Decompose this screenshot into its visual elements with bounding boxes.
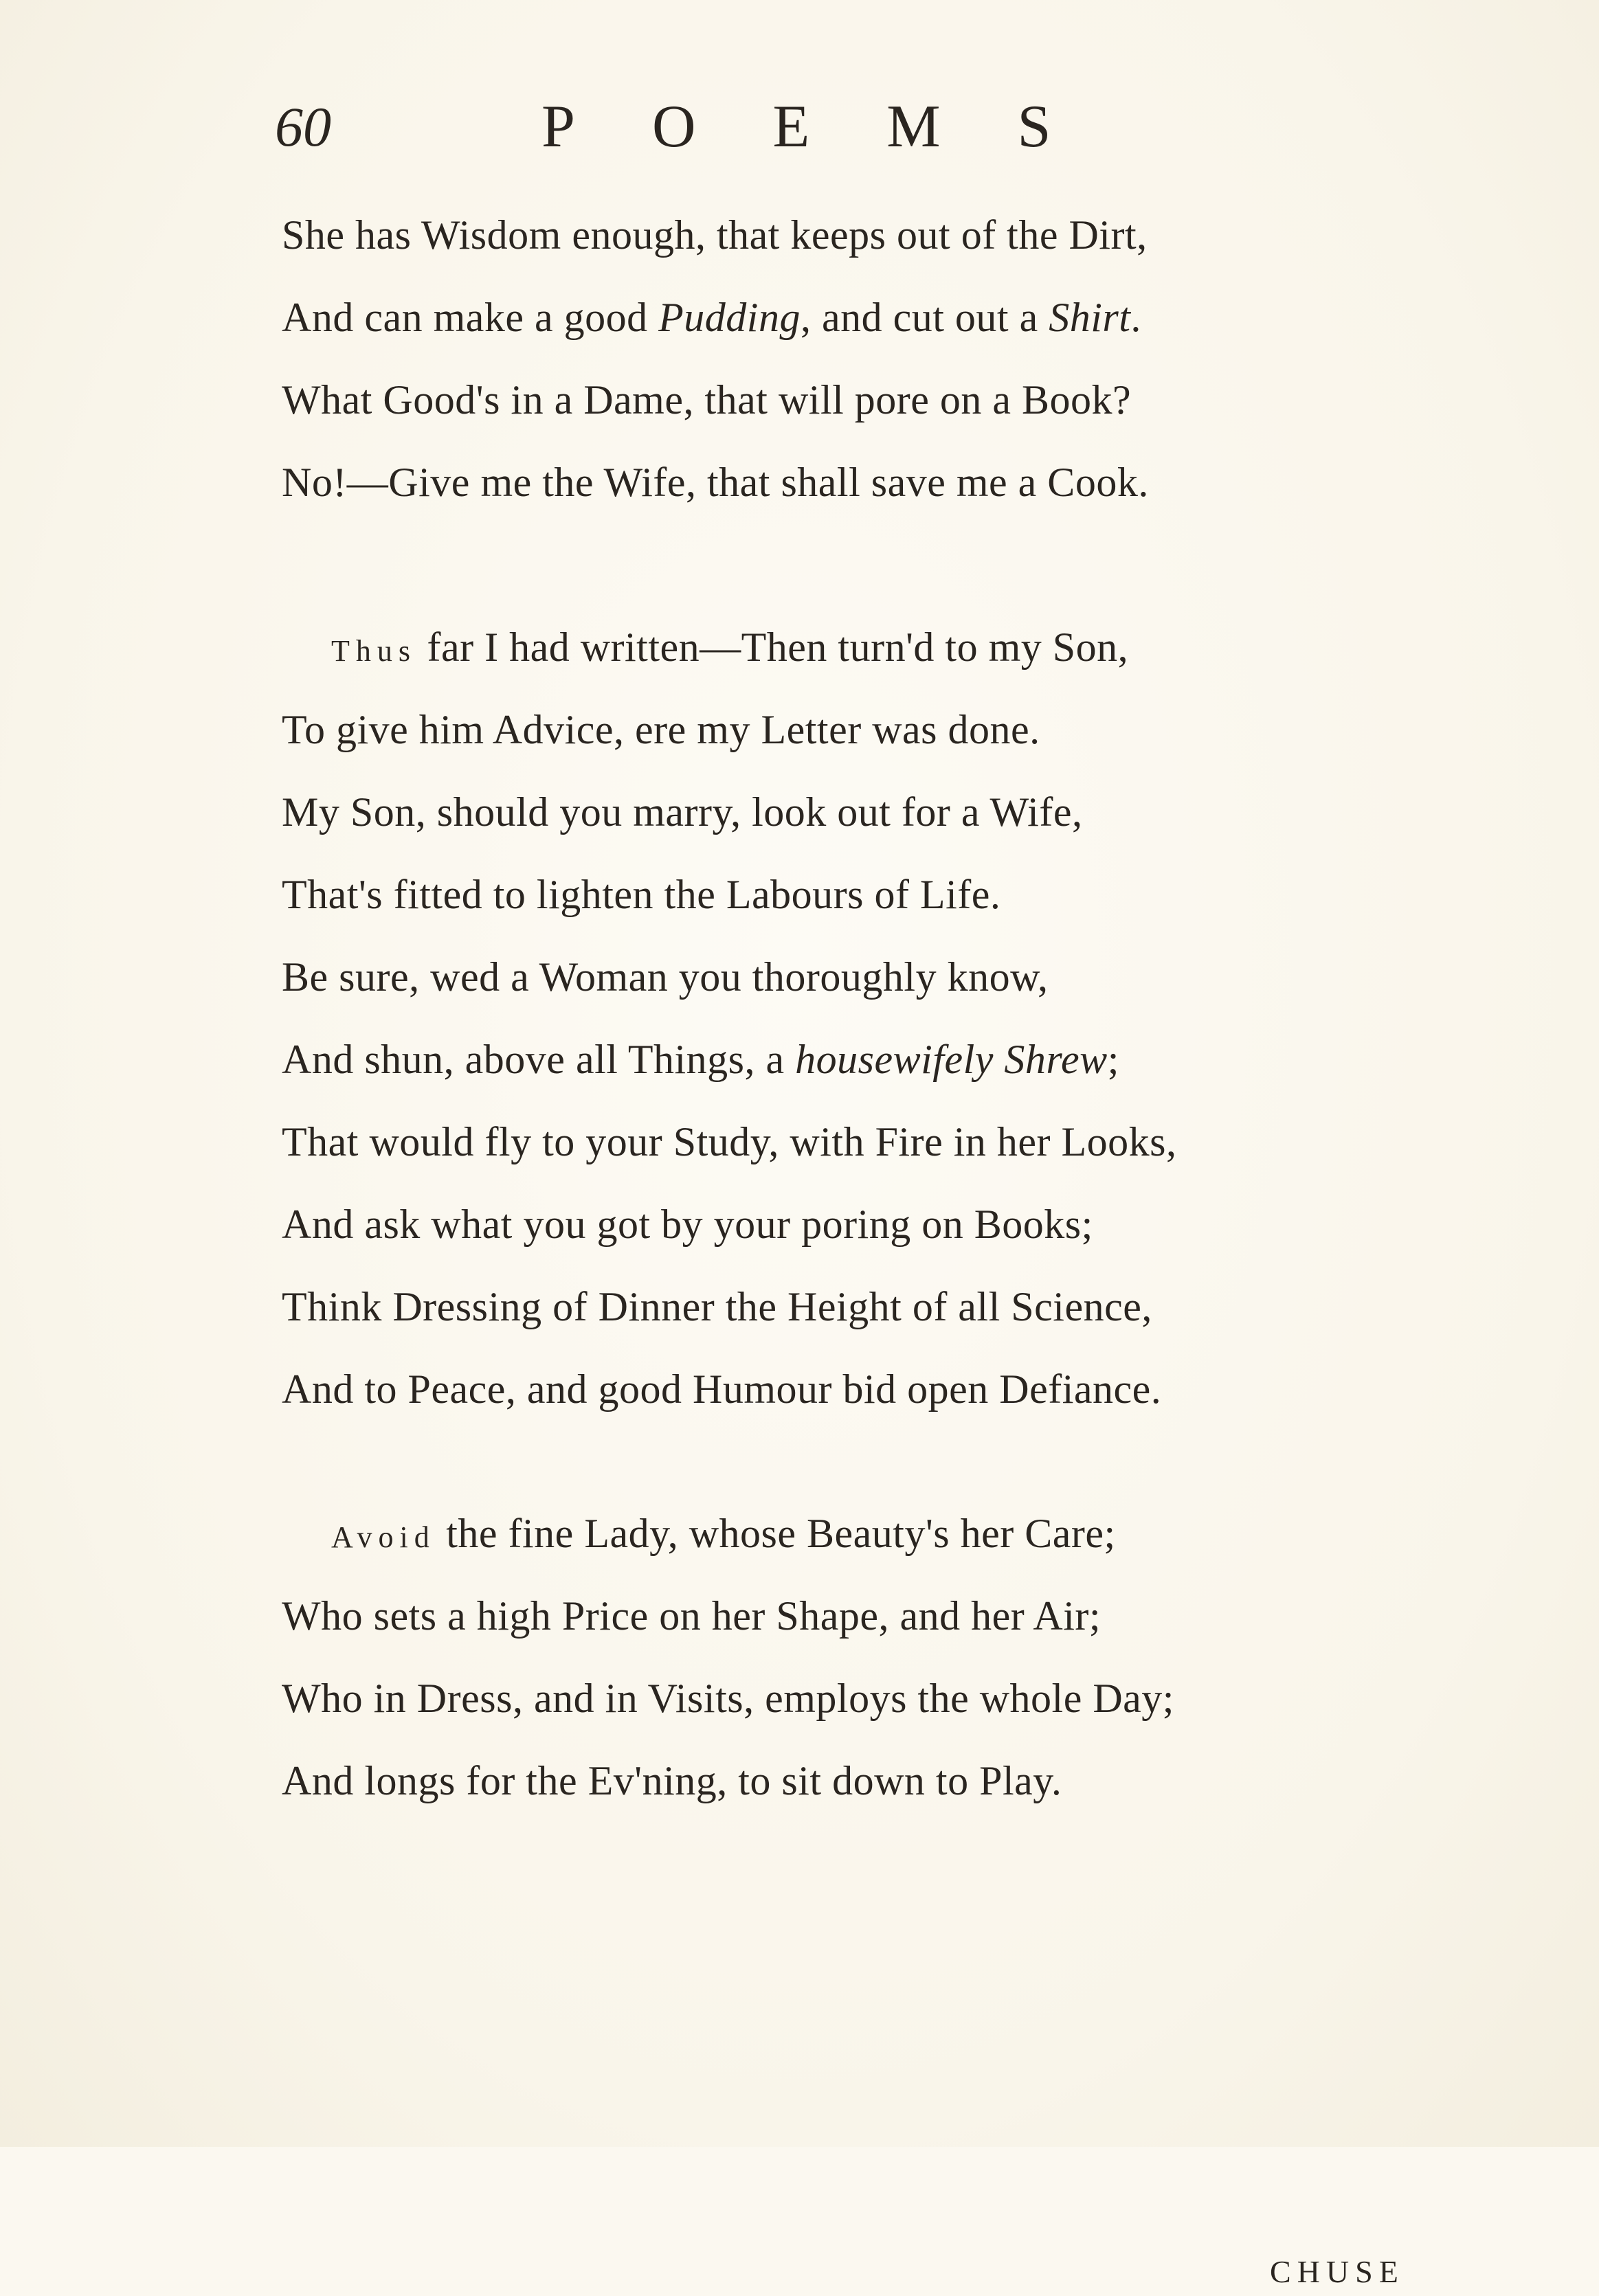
stanza-3 <box>282 1492 1409 1822</box>
verse-line: To give him Advice, ere my Letter was done. <box>282 707 1040 752</box>
stanza-1 <box>282 194 1409 524</box>
verse-line <box>282 606 1409 688</box>
italic-phrase: housewifely Shrew <box>795 1037 1108 1082</box>
page-number: 60 <box>275 95 331 158</box>
verse-line: My Son, should you marry, look out for a Wife, <box>282 789 1083 835</box>
verse-line: That's fitted to lighten the Labours of Life. <box>282 872 1001 917</box>
verse-line <box>282 1492 1409 1575</box>
italic-word: Pudding <box>658 295 801 340</box>
running-title: POEMS <box>541 93 1128 160</box>
verse-line: And longs for the Ev'ning, to sit down to Play. <box>282 1758 1062 1803</box>
verse-line: No!—Give me the Wife, that shall save me a Cook. <box>282 460 1149 505</box>
verse-line: Who in Dress, and in Visits, employs the whole Day; <box>282 1676 1174 1721</box>
verse-text: And shun, above all Things, a <box>282 1037 796 1082</box>
verse-line: She has Wisdom enough, that keeps out of the Dirt, <box>282 212 1148 258</box>
verse-text: the fine Lady, whose Beauty's her Care; <box>435 1511 1116 1556</box>
stanza-2 <box>282 606 1409 1430</box>
catchword: CHUSE <box>1270 2254 1405 2289</box>
verse-line: That would fly to your Study, with Fire in her Looks, <box>282 1119 1177 1164</box>
verse-line <box>282 1018 1409 1101</box>
verse-text: And can make a good <box>282 295 659 340</box>
verse-line <box>282 276 1409 359</box>
verse-text: ; <box>1107 1037 1119 1082</box>
stanza-lead-word: Avoid <box>331 1520 436 1554</box>
verse-line: Who sets a high Price on her Shape, and her Air; <box>282 1593 1102 1639</box>
italic-word: Shirt <box>1049 295 1131 340</box>
verse-text: far I had written—Then turn'd to my Son, <box>416 624 1129 670</box>
verse-line: Be sure, wed a Woman you thoroughly know, <box>282 954 1049 1000</box>
verse-line: What Good's in a Dame, that will pore on a Book? <box>282 377 1132 423</box>
verse-text: , and cut out a <box>800 295 1049 340</box>
verse-line: Think Dressing of Dinner the Height of all Science, <box>282 1284 1152 1329</box>
stanza-lead-word: Thus <box>331 634 416 668</box>
verse-line: And to Peace, and good Humour bid open Defiance. <box>282 1366 1162 1412</box>
verse-text: . <box>1130 295 1141 340</box>
running-head <box>0 89 1599 165</box>
verse-line: And ask what you got by your poring on Books; <box>282 1202 1093 1247</box>
